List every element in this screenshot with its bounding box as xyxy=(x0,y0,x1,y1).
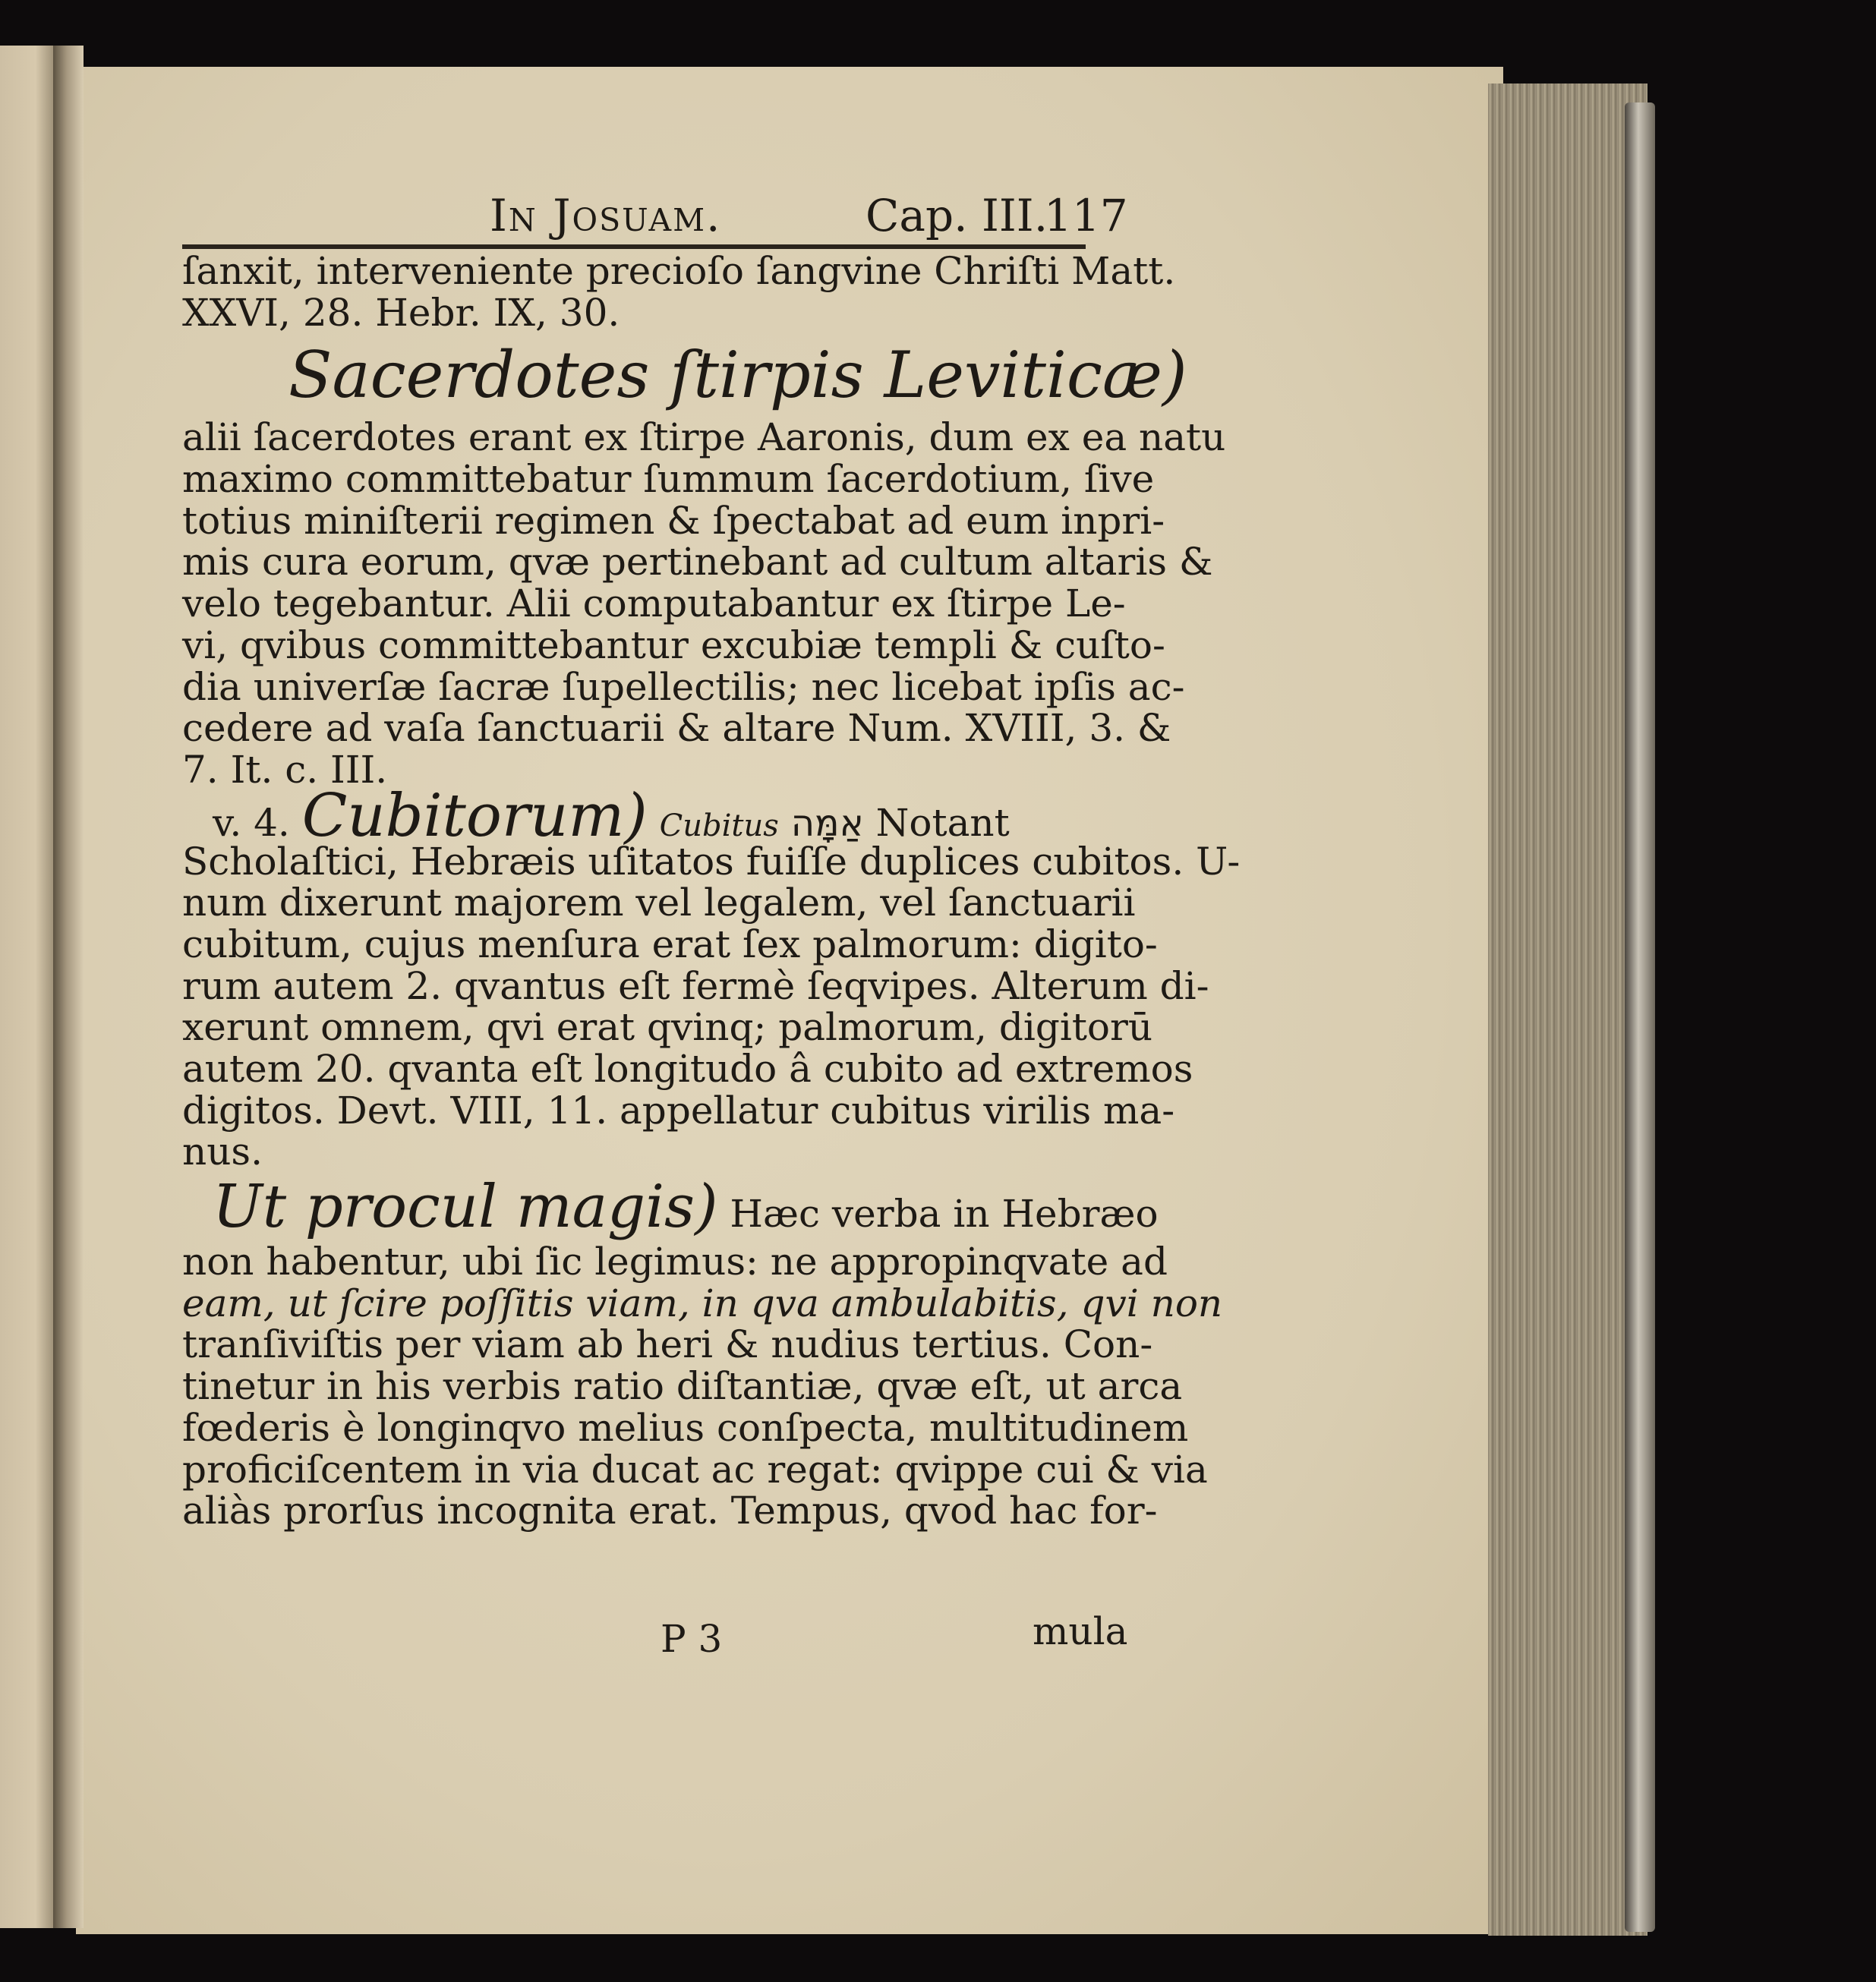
text-line: nus. xyxy=(182,1130,263,1174)
gloss-cubitus: Cubitus xyxy=(659,808,779,843)
lemma-line xyxy=(182,1173,1159,1242)
text-line: proficiſcentem in via ducat ac regat: qvippe cui & via xyxy=(182,1447,1208,1492)
lemma-ut-procul: Ut procul magis) xyxy=(213,1173,718,1242)
lemma-rest: Hæc verba in Hebræo xyxy=(730,1192,1159,1237)
text-line: tranſiviſtis per viam ab heri & nudius tertius. Con- xyxy=(182,1322,1153,1367)
running-header xyxy=(182,178,1128,247)
lemma-heading: Sacerdotes ſtirpis Leviticæ) xyxy=(288,338,1187,413)
left-page-edge xyxy=(0,46,59,1928)
text-line: Scholaſtici, Hebræis uſitatos fuiſſe duplices cubitos. U- xyxy=(182,839,1241,884)
text-line: cubitum, cujus menſura erat ſex palmorum: digito- xyxy=(182,922,1158,966)
verse-ref: v. 4. xyxy=(213,800,290,845)
text-line: eam, ut ſcire poſſitis viam, in qva ambulabitis, qvi non xyxy=(182,1281,1223,1325)
signature-mark: P 3 xyxy=(661,1617,723,1661)
hebrew-word: אַמָּה xyxy=(790,802,864,845)
lemma-cubitorum: Cubitorum) xyxy=(301,781,648,850)
text-line: tinetur in his verbis ratio diſtantiæ, qvæ eſt, ut arca xyxy=(182,1364,1183,1409)
text-line: mis cura eorum, qvæ pertinebant ad cultum altaris & xyxy=(182,540,1213,585)
text-line: non habentur, ubi ſic legimus: ne appropinqvate ad xyxy=(182,1240,1168,1284)
text-line: digitos. Devt. VIII, 11. appellatur cubitus virilis ma- xyxy=(182,1088,1175,1133)
text-line: 7. It. c. III. xyxy=(182,747,388,792)
text-line: aliàs prorſus incognita erat. Tempus, qvod hac for- xyxy=(182,1489,1158,1533)
book-cover-board xyxy=(1625,102,1655,1932)
text-line: velo tegebantur. Alii computabantur ex ſtirpe Le- xyxy=(182,581,1126,626)
page-body xyxy=(182,249,1241,1533)
text-line: ſanxit, interveniente precioſo ſangvine Chriſti Matt. xyxy=(182,249,1176,293)
text-line: totius miniſterii regimen & ſpectabat ad eum inpri- xyxy=(182,498,1165,543)
text-line: xerunt omnem, qvi erat qvinq; palmorum, digitorū xyxy=(182,1005,1153,1050)
running-title: In Josuam. xyxy=(490,190,722,241)
page-fore-edge xyxy=(1488,84,1647,1936)
text-line: fœderis è longinqvo melius conſpecta, multitudinem xyxy=(182,1405,1189,1450)
page-number: 117 xyxy=(1044,190,1128,241)
text-line: rum autem 2. qvantus eſt fermè ſeqvipes. Alterum di- xyxy=(182,963,1209,1008)
book-gutter xyxy=(53,46,84,1928)
verse-rest: Notant xyxy=(875,800,1010,845)
text-line: maximo committebatur ſummum ſacerdotium, ſive xyxy=(182,457,1155,502)
text-line: num dixerunt majorem vel legalem, vel ſanctuarii xyxy=(182,881,1136,925)
page-footer xyxy=(182,1609,1128,1662)
text-line: dia univerſæ ſacræ ſupellectilis; nec licebat ipſis ac- xyxy=(182,664,1185,709)
verse-line xyxy=(182,781,1108,850)
text-line: vi, qvibus committebantur excubiæ templi & cuſto- xyxy=(182,622,1165,667)
text-line: alii ſacerdotes erant ex ſtirpe Aaronis, dum ex ea natu xyxy=(182,415,1226,460)
text-line: XXVI, 28. Hebr. IX, 30. xyxy=(182,290,620,335)
text-line: cedere ad vaſa ſanctuarii & altare Num. XVIII, 3. & xyxy=(182,706,1171,751)
catchword: mula xyxy=(1033,1609,1128,1653)
chapter-label: Cap. III. xyxy=(865,190,1048,241)
text-line: autem 20. qvanta eſt longitudo â cubito ad extremos xyxy=(182,1047,1193,1091)
